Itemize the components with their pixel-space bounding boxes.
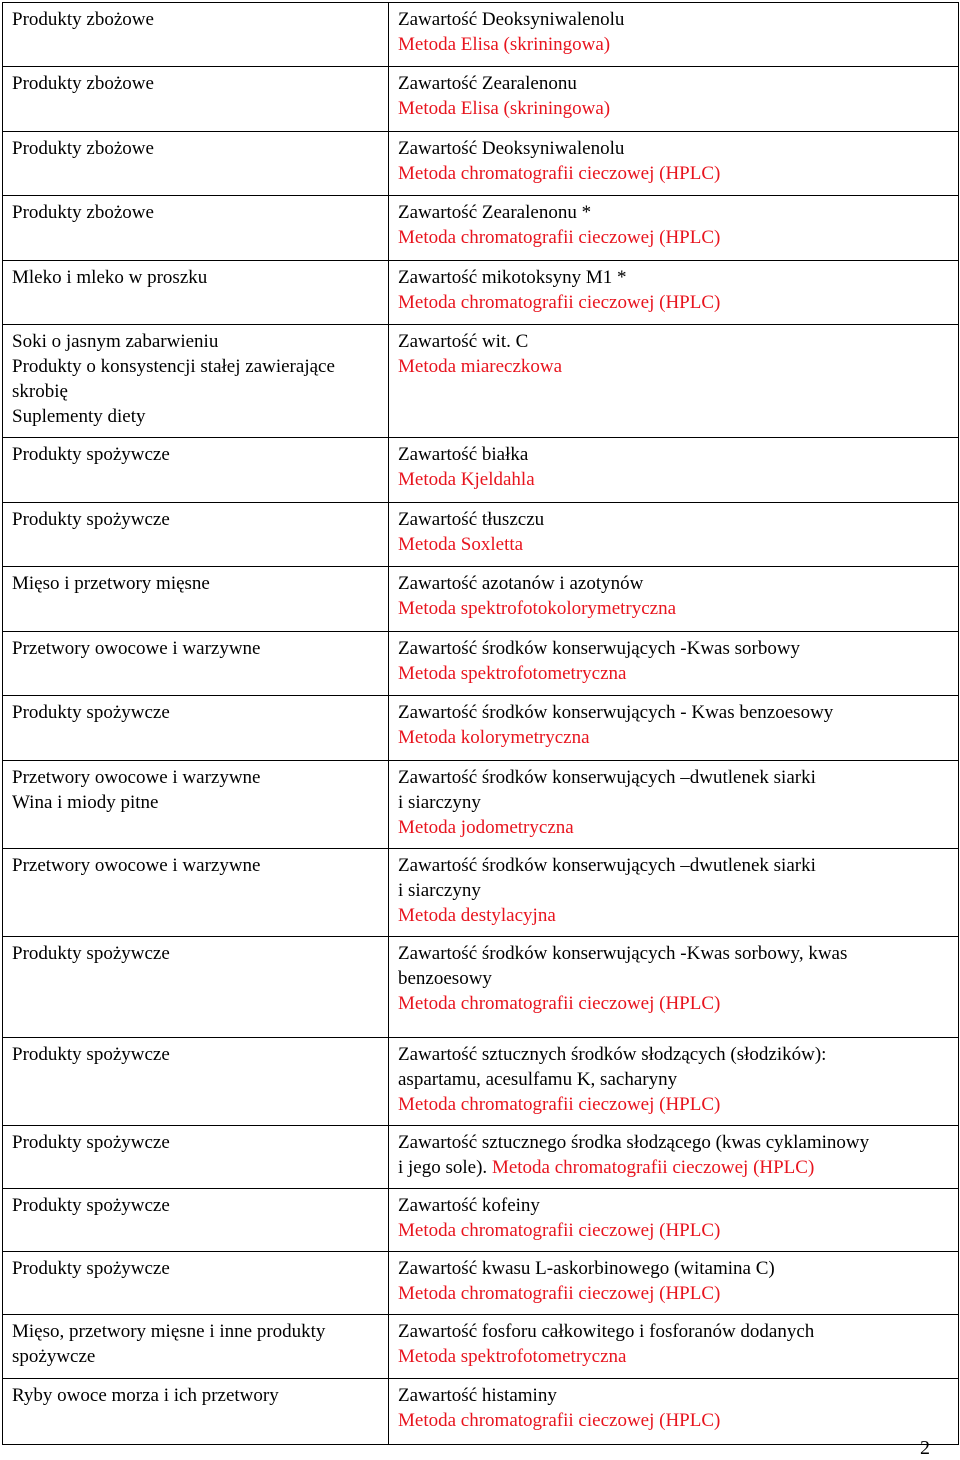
method-text: Metoda Soxletta	[398, 534, 524, 555]
product-cell	[3, 67, 389, 132]
method-text: Metoda spektrofotokolorymetryczna	[398, 598, 677, 619]
product-text: skrobię	[12, 381, 68, 402]
analysis-cell	[389, 196, 959, 261]
content-text: Zawartość fosforu całkowitego i fosforanów dodanych	[398, 1321, 815, 1342]
analysis-cell	[389, 132, 959, 196]
table-row	[3, 261, 959, 325]
product-cell	[3, 132, 389, 196]
analysis-cell	[389, 503, 959, 567]
analysis-cell	[389, 937, 959, 1038]
product-text: Mięso, przetwory mięsne i inne produkty	[12, 1321, 326, 1342]
product-text: Soki o jasnym zabarwieniu	[12, 331, 219, 352]
content-text: Zawartość kwasu L-askorbinowego (witamina C)	[398, 1258, 775, 1279]
product-cell	[3, 1252, 389, 1315]
method-text: Metoda chromatografii cieczowej (HPLC)	[398, 292, 721, 313]
content-text: Zawartość histaminy	[398, 1385, 557, 1406]
analysis-table-body	[3, 3, 959, 1445]
product-cell	[3, 1038, 389, 1126]
method-text: Metoda chromatografii cieczowej (HPLC)	[398, 1220, 721, 1241]
product-text: Produkty spożywcze	[12, 509, 170, 530]
content-text: i siarczyny	[398, 792, 481, 813]
analysis-cell	[389, 696, 959, 761]
table-row	[3, 67, 959, 132]
table-row	[3, 438, 959, 503]
content-text: Zawartość sztucznych środków słodzących (słodzików):	[398, 1044, 827, 1065]
content-text: benzoesowy	[398, 968, 492, 989]
product-cell	[3, 1189, 389, 1252]
table-row	[3, 1315, 959, 1379]
product-text: Suplementy diety	[12, 406, 146, 427]
method-text: Metoda Elisa (skriningowa)	[398, 34, 611, 55]
product-text: Ryby owoce morza i ich przetwory	[12, 1385, 279, 1406]
product-text: Produkty zbożowe	[12, 202, 154, 223]
product-cell	[3, 3, 389, 67]
table-row	[3, 849, 959, 937]
content-text: Zawartość Deoksyniwalenolu	[398, 9, 625, 30]
product-cell	[3, 325, 389, 438]
analysis-cell	[389, 1126, 959, 1189]
content-text: i siarczyny	[398, 880, 481, 901]
method-text: Metoda spektrofotometryczna	[398, 663, 627, 684]
content-text: i jego sole).	[398, 1157, 492, 1178]
content-text: Zawartość Zearalenonu	[398, 73, 577, 94]
content-text: Zawartość sztucznego środka słodzącego (kwas cyklaminowy	[398, 1132, 870, 1153]
method-text: Metoda jodometryczna	[398, 817, 574, 838]
method-text: Metoda Elisa (skriningowa)	[398, 98, 611, 119]
method-text: Metoda destylacyjna	[398, 905, 556, 926]
analysis-cell	[389, 761, 959, 849]
table-row	[3, 1189, 959, 1252]
content-text: Zawartość Deoksyniwalenolu	[398, 138, 625, 159]
analysis-cell	[389, 1038, 959, 1126]
table-row	[3, 632, 959, 696]
analysis-cell	[389, 261, 959, 325]
product-text: Produkty spożywcze	[12, 444, 170, 465]
product-cell	[3, 1379, 389, 1445]
analysis-cell	[389, 3, 959, 67]
page-number: 2	[920, 1437, 930, 1459]
content-text: Zawartość środków konserwujących -Kwas sorbowy, kwas	[398, 943, 848, 964]
product-cell	[3, 503, 389, 567]
table-row	[3, 1126, 959, 1189]
product-text: Produkty spożywcze	[12, 943, 170, 964]
content-text: Zawartość mikotoksyny M1 *	[398, 267, 627, 288]
product-cell	[3, 696, 389, 761]
product-cell	[3, 261, 389, 325]
analysis-cell	[389, 438, 959, 503]
method-text: Metoda chromatografii cieczowej (HPLC)	[398, 993, 721, 1014]
product-cell	[3, 761, 389, 849]
content-line	[398, 1155, 950, 1180]
product-cell	[3, 937, 389, 1038]
method-text: Metoda chromatografii cieczowej (HPLC)	[398, 227, 721, 248]
analysis-cell	[389, 567, 959, 632]
product-cell	[3, 849, 389, 937]
content-text: Zawartość tłuszczu	[398, 509, 545, 530]
product-text: Mięso i przetwory mięsne	[12, 573, 210, 594]
product-text: Produkty o konsystencji stałej zawierające	[12, 356, 335, 377]
product-cell	[3, 196, 389, 261]
product-text: Produkty spożywcze	[12, 702, 170, 723]
product-text: Przetwory owocowe i warzywne	[12, 638, 261, 659]
table-row	[3, 1252, 959, 1315]
analysis-cell	[389, 632, 959, 696]
content-text: Zawartość środków konserwujących –dwutlenek siarki	[398, 767, 816, 788]
table-row	[3, 567, 959, 632]
content-text: Zawartość środków konserwujących –dwutlenek siarki	[398, 855, 816, 876]
analysis-cell	[389, 849, 959, 937]
content-text: Zawartość azotanów i azotynów	[398, 573, 644, 594]
table-row	[3, 1379, 959, 1445]
analysis-cell	[389, 325, 959, 438]
product-text: Produkty spożywcze	[12, 1195, 170, 1216]
content-text: Zawartość Zearalenonu *	[398, 202, 592, 223]
table-row	[3, 503, 959, 567]
content-text: Zawartość kofeiny	[398, 1195, 540, 1216]
product-cell	[3, 438, 389, 503]
analysis-cell	[389, 67, 959, 132]
content-text: Zawartość środków konserwujących -Kwas sorbowy	[398, 638, 801, 659]
table-row	[3, 937, 959, 1038]
table-row	[3, 696, 959, 761]
method-text: Metoda kolorymetryczna	[398, 727, 590, 748]
analysis-table	[2, 2, 959, 1445]
product-text: Produkty spożywcze	[12, 1044, 170, 1065]
method-text: Metoda chromatografii cieczowej (HPLC)	[398, 1410, 721, 1431]
product-cell	[3, 567, 389, 632]
product-text: Produkty zbożowe	[12, 73, 154, 94]
analysis-cell	[389, 1189, 959, 1252]
product-cell	[3, 1315, 389, 1379]
product-text: Produkty zbożowe	[12, 9, 154, 30]
table-row	[3, 196, 959, 261]
method-text: Metoda chromatografii cieczowej (HPLC)	[398, 163, 721, 184]
method-text: Metoda chromatografii cieczowej (HPLC)	[398, 1283, 721, 1304]
analysis-cell	[389, 1252, 959, 1315]
method-text: Metoda Kjeldahla	[398, 469, 535, 490]
product-text: spożywcze	[12, 1346, 96, 1367]
content-text: Zawartość środków konserwujących - Kwas benzoesowy	[398, 702, 834, 723]
content-text: Zawartość wit. C	[398, 331, 529, 352]
product-text: Przetwory owocowe i warzywne	[12, 767, 261, 788]
method-text: Metoda miareczkowa	[398, 356, 563, 377]
table-row	[3, 132, 959, 196]
product-text: Przetwory owocowe i warzywne	[12, 855, 261, 876]
content-text: Zawartość białka	[398, 444, 529, 465]
product-text: Produkty zbożowe	[12, 138, 154, 159]
product-text: Produkty spożywcze	[12, 1132, 170, 1153]
product-text: Wina i miody pitne	[12, 792, 159, 813]
content-text: aspartamu, acesulfamu K, sacharyny	[398, 1069, 678, 1090]
table-row	[3, 1038, 959, 1126]
method-text: Metoda spektrofotometryczna	[398, 1346, 627, 1367]
product-text: Produkty spożywcze	[12, 1258, 170, 1279]
table-row	[3, 3, 959, 67]
table-row	[3, 325, 959, 438]
table-row	[3, 761, 959, 849]
method-text: Metoda chromatografii cieczowej (HPLC)	[398, 1094, 721, 1115]
method-text: Metoda chromatografii cieczowej (HPLC)	[491, 1157, 815, 1178]
product-cell	[3, 632, 389, 696]
analysis-cell	[389, 1379, 959, 1445]
analysis-cell	[389, 1315, 959, 1379]
product-text: Mleko i mleko w proszku	[12, 267, 208, 288]
product-cell	[3, 1126, 389, 1189]
